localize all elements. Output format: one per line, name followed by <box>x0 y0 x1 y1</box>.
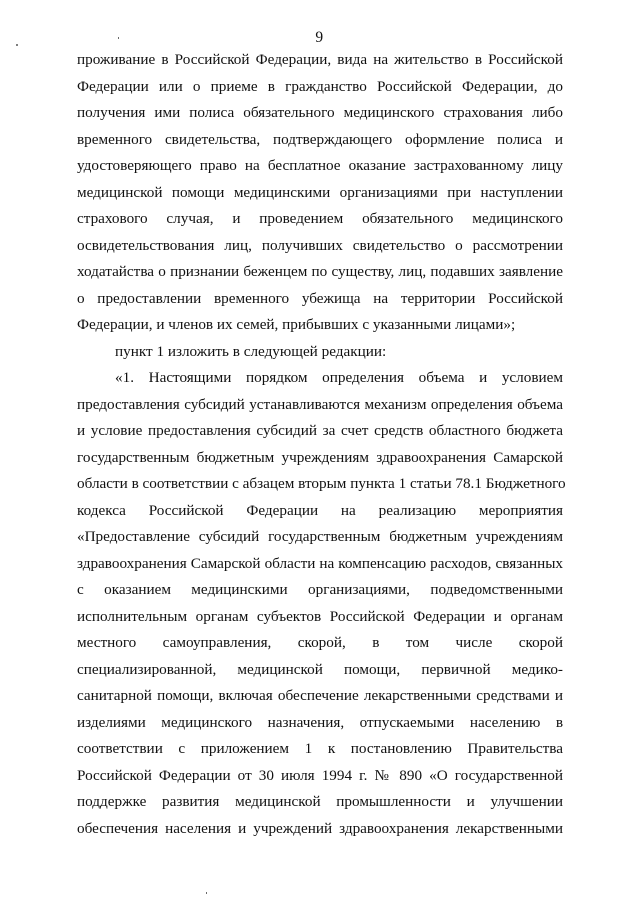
text-line: удостоверяющего право на бесплатное оказание застрахованному лицу <box>77 157 563 174</box>
text-line: Российской Федерации от 30 июля 1994 г. № 890 «О государственной <box>77 766 563 784</box>
text-line: «1. Настоящими порядком определения объема и условием <box>115 369 563 386</box>
scan-speck <box>118 37 119 39</box>
text-line: получения ими полиса обязательного медицинского страхования либо <box>77 104 563 121</box>
text-line: Федерации или о приеме в гражданство Российской Федерации, до <box>77 77 563 95</box>
text-line: с оказанием медицинскими организациями, подведомственными <box>77 581 563 598</box>
text-line: освидетельствования лиц, получивших свидетельство о рассмотрении <box>77 236 563 254</box>
text-line: Федерации, и членов их семей, прибывших с указанными лицами»; <box>77 316 516 333</box>
body-text <box>77 47 566 842</box>
scan-speck <box>206 892 207 894</box>
text-line: и условие предоставления субсидий за счет средств областного бюджета <box>77 422 563 439</box>
text-line: кодекса Российской Федерации на реализацию мероприятия <box>77 501 563 519</box>
text-line: обеспечения населения и учреждений здравоохранения лекарственными <box>77 819 563 837</box>
text-line: пункт 1 изложить в следующей редакции: <box>115 342 387 360</box>
text-line: специализированной, медицинской помощи, первичной медико- <box>77 660 563 678</box>
text-line: здравоохранения Самарской области на компенсацию расходов, связанных <box>77 554 563 572</box>
text-line: государственным бюджетным учреждениям здравоохранения Самарской <box>77 448 563 466</box>
text-line: «Предоставление субсидий государственным бюджетным учреждениям <box>77 528 563 545</box>
text-line: исполнительным органам субъектов Российской Федерации и органам <box>77 607 563 625</box>
text-line: изделиями медицинского назначения, отпускаемыми населению в <box>77 713 563 731</box>
scan-speck <box>16 44 18 46</box>
text-line: поддержке развития медицинской промышленности и улучшении <box>77 793 563 810</box>
text-line: местного самоуправления, скорой, в том числе скорой <box>77 634 563 651</box>
text-line: предоставления субсидий устанавливаются механизм определения объема <box>77 395 563 413</box>
page-number: 9 <box>315 29 324 46</box>
text-line: страхового случая, и проведением обязательного медицинского <box>77 210 563 227</box>
text-line: временного свидетельства, подтверждающего оформление полиса и <box>77 130 563 148</box>
text-line: ходатайства о признании беженцем по существу, лиц, подавших заявление <box>77 263 563 280</box>
text-line: области в соответствии с абзацем вторым пункта 1 статьи 78.1 Бюджетного <box>77 475 566 492</box>
text-line: санитарной помощи, включая обеспечение лекарственными средствами и <box>77 687 563 704</box>
text-line: медицинской помощи медицинскими организациями при наступлении <box>77 183 563 201</box>
text-line: проживание в Российской Федерации, вида на жительство в Российской <box>77 51 563 68</box>
text-line: соответствии с приложением 1 к постановлению Правительства <box>77 740 563 757</box>
text-line: о предоставлении временного убежища на территории Российской <box>77 289 563 307</box>
